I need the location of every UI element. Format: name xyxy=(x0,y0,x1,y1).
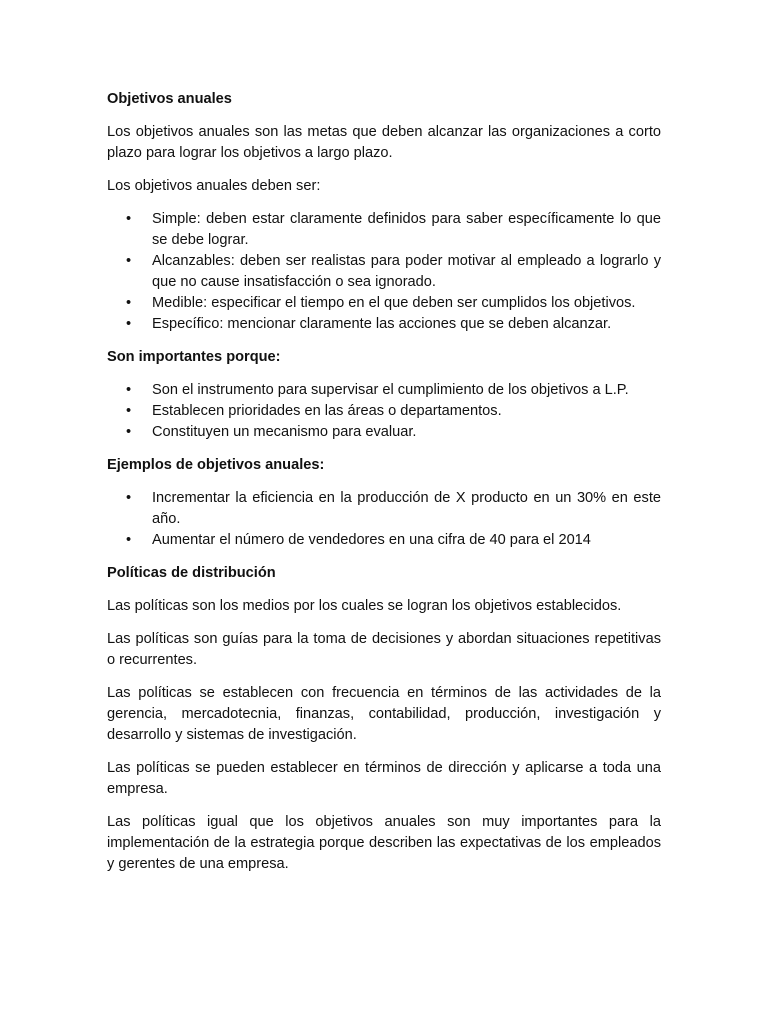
list-item xyxy=(107,401,661,422)
paragraph: Los objetivos anuales deben ser: xyxy=(107,178,321,194)
bullet-icon: • xyxy=(126,403,132,419)
list-item-text: Incrementar la eficiencia en la producción de X producto en un 30% en este año. xyxy=(152,490,661,527)
bullet-icon: • xyxy=(126,490,132,506)
section-heading-politicas: Políticas de distribución xyxy=(107,565,276,581)
list-item-text: Simple: deben estar claramente definidos para saber específicamente lo que se debe lograr. xyxy=(152,211,661,248)
list-item-text: Aumentar el número de vendedores en una cifra de 40 para el 2014 xyxy=(152,532,591,548)
bullet-icon: • xyxy=(126,382,132,398)
list-item xyxy=(107,380,661,401)
bullet-list xyxy=(107,380,661,443)
bullet-icon: • xyxy=(126,316,132,332)
paragraph: Las políticas se establecen con frecuencia en términos de las actividades de la gerencia, mercadotecnia, finanzas, contabilidad, producción, investigación y desarrollo y sistemas de investigación. xyxy=(107,685,661,743)
list-item-text: Son el instrumento para supervisar el cumplimiento de los objetivos a L.P. xyxy=(152,382,629,398)
list-item xyxy=(107,422,661,443)
bullet-icon: • xyxy=(126,295,132,311)
bullet-list xyxy=(107,488,661,551)
bullet-icon: • xyxy=(126,253,132,269)
bullet-list xyxy=(107,209,661,335)
paragraph: Las políticas igual que los objetivos anuales son muy importantes para la implementación de la estrategia porque describen las expectativas de los empleados y gerentes de una empresa. xyxy=(107,814,661,872)
paragraph: Las políticas son guías para la toma de decisiones y abordan situaciones repetitivas o recurrentes. xyxy=(107,631,661,668)
list-item xyxy=(107,488,661,530)
bullet-icon: • xyxy=(126,532,132,548)
section-heading-ejemplos: Ejemplos de objetivos anuales: xyxy=(107,457,325,473)
paragraph: Las políticas se pueden establecer en términos de dirección y aplicarse a toda una empresa. xyxy=(107,760,661,797)
list-item-text: Establecen prioridades en las áreas o departamentos. xyxy=(152,403,502,419)
list-item xyxy=(107,293,661,314)
bullet-icon: • xyxy=(126,211,132,227)
paragraph: Los objetivos anuales son las metas que deben alcanzar las organizaciones a corto plazo para lograr los objetivos a largo plazo. xyxy=(107,124,661,161)
list-item-text: Alcanzables: deben ser realistas para poder motivar al empleado a lograrlo y que no cause insatisfacción o sea ignorado. xyxy=(152,253,661,290)
list-item-text: Medible: especificar el tiempo en el que deben ser cumplidos los objetivos. xyxy=(152,295,636,311)
document-page xyxy=(107,89,661,887)
list-item xyxy=(107,530,661,551)
list-item xyxy=(107,314,661,335)
list-item-text: Constituyen un mecanismo para evaluar. xyxy=(152,424,417,440)
section-heading-objetivos-anuales: Objetivos anuales xyxy=(107,91,232,107)
bullet-icon: • xyxy=(126,424,132,440)
list-item xyxy=(107,209,661,251)
paragraph: Las políticas son los medios por los cuales se logran los objetivos establecidos. xyxy=(107,598,622,614)
section-heading-son-importantes: Son importantes porque: xyxy=(107,349,281,365)
list-item xyxy=(107,251,661,293)
list-item-text: Específico: mencionar claramente las acciones que se deben alcanzar. xyxy=(152,316,612,332)
